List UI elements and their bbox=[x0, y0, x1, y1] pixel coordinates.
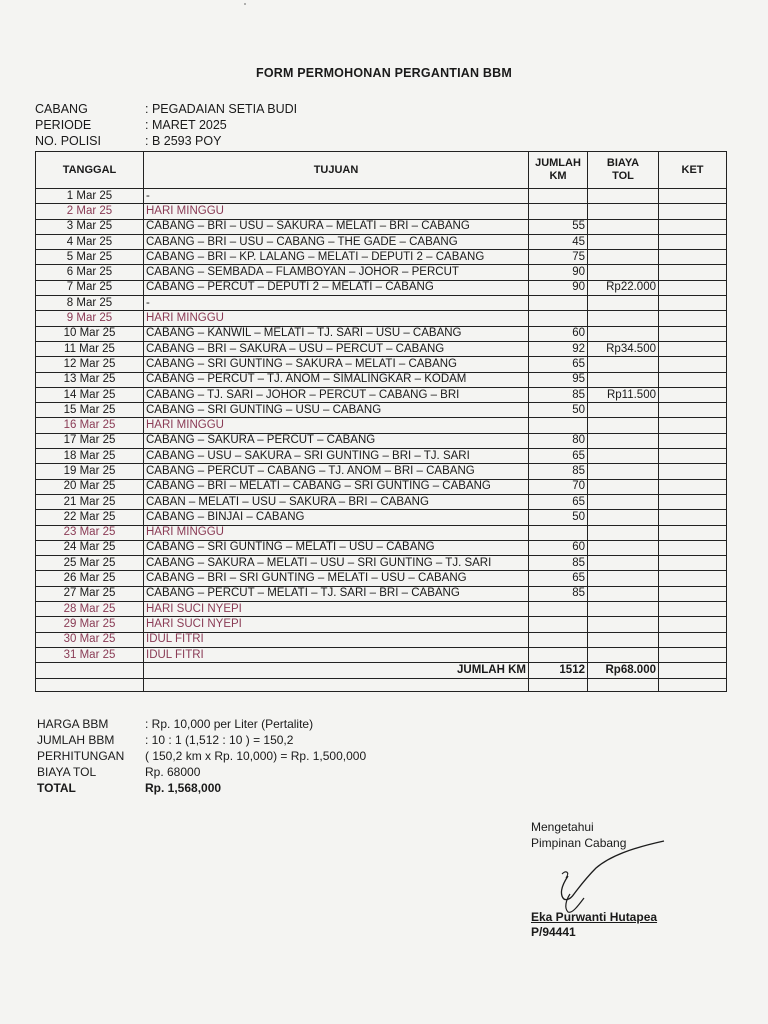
blank-row bbox=[36, 679, 727, 692]
row-tol bbox=[588, 510, 659, 525]
row-tol bbox=[588, 647, 659, 662]
signature-mark bbox=[540, 836, 670, 916]
row-tol bbox=[588, 586, 659, 601]
row-tol bbox=[588, 357, 659, 372]
row-date: 31 Mar 25 bbox=[36, 647, 144, 662]
row-destination: CABANG – SRI GUNTING – SAKURA – MELATI – CABANG bbox=[144, 357, 529, 372]
calc-value: : Rp. 10,000 per Liter (Pertalite) bbox=[145, 717, 314, 731]
calc-row bbox=[37, 764, 366, 780]
calc-row bbox=[37, 780, 366, 796]
row-tol bbox=[588, 617, 659, 632]
row-date: 2 Mar 25 bbox=[36, 204, 144, 219]
row-ket bbox=[659, 617, 727, 632]
row-ket bbox=[659, 479, 727, 494]
row-km: 95 bbox=[529, 372, 588, 387]
row-tol bbox=[588, 204, 659, 219]
row-destination: CABANG – TJ. SARI – JOHOR – PERCUT – CABANG – BRI bbox=[144, 387, 529, 402]
table-row bbox=[36, 403, 727, 418]
row-ket bbox=[659, 296, 727, 311]
table-row bbox=[36, 341, 727, 356]
row-ket bbox=[659, 449, 727, 464]
meta-label: CABANG bbox=[35, 102, 88, 116]
calc-value: Rp. 68000 bbox=[145, 765, 201, 779]
row-destination: HARI SUCI NYEPI bbox=[144, 617, 529, 632]
row-destination: CABANG – PERCUT – DEPUTI 2 – MELATI – CABANG bbox=[144, 280, 529, 295]
row-km: 65 bbox=[529, 571, 588, 586]
row-ket bbox=[659, 571, 727, 586]
row-date: 29 Mar 25 bbox=[36, 617, 144, 632]
row-date: 23 Mar 25 bbox=[36, 525, 144, 540]
row-tol bbox=[588, 265, 659, 280]
row-tol: Rp11.500 bbox=[588, 387, 659, 402]
row-destination: HARI MINGGU bbox=[144, 311, 529, 326]
row-tol bbox=[588, 311, 659, 326]
row-date: 8 Mar 25 bbox=[36, 296, 144, 311]
row-destination: CABANG – BRI – USU – SAKURA – MELATI – BRI – CABANG bbox=[144, 219, 529, 234]
row-date: 24 Mar 25 bbox=[36, 540, 144, 555]
row-destination: - bbox=[144, 189, 529, 204]
header-tujuan: TUJUAN bbox=[144, 152, 529, 189]
table-row bbox=[36, 418, 727, 433]
form-meta bbox=[35, 101, 297, 149]
row-date: 30 Mar 25 bbox=[36, 632, 144, 647]
row-tol: Rp22.000 bbox=[588, 280, 659, 295]
row-km: 50 bbox=[529, 403, 588, 418]
row-destination: CABAN – MELATI – USU – SAKURA – BRI – CABANG bbox=[144, 494, 529, 509]
row-km bbox=[529, 617, 588, 632]
row-ket bbox=[659, 357, 727, 372]
row-ket bbox=[659, 250, 727, 265]
table-row bbox=[36, 219, 727, 234]
meta-label: NO. POLISI bbox=[35, 134, 101, 148]
row-ket bbox=[659, 311, 727, 326]
row-km bbox=[529, 647, 588, 662]
row-ket bbox=[659, 387, 727, 402]
row-tol bbox=[588, 449, 659, 464]
row-tol bbox=[588, 234, 659, 249]
table-row bbox=[36, 234, 727, 249]
row-date: 26 Mar 25 bbox=[36, 571, 144, 586]
row-km: 45 bbox=[529, 234, 588, 249]
row-ket bbox=[659, 510, 727, 525]
table-row bbox=[36, 632, 727, 647]
row-tol bbox=[588, 479, 659, 494]
row-destination: HARI SUCI NYEPI bbox=[144, 602, 529, 617]
row-destination: CABANG – KANWIL – MELATI – TJ. SARI – USU – CABANG bbox=[144, 326, 529, 341]
row-km: 55 bbox=[529, 219, 588, 234]
form-title: FORM PERMOHONAN PERGANTIAN BBM bbox=[256, 66, 512, 80]
row-ket bbox=[659, 494, 727, 509]
row-tol bbox=[588, 403, 659, 418]
table-row bbox=[36, 189, 727, 204]
row-destination: HARI MINGGU bbox=[144, 418, 529, 433]
row-destination: HARI MINGGU bbox=[144, 204, 529, 219]
row-date: 5 Mar 25 bbox=[36, 250, 144, 265]
row-destination: CABANG – BRI – SAKURA – USU – PERCUT – CABANG bbox=[144, 341, 529, 356]
row-km: 65 bbox=[529, 449, 588, 464]
row-tol bbox=[588, 372, 659, 387]
table-row bbox=[36, 311, 727, 326]
row-tol bbox=[588, 219, 659, 234]
row-km bbox=[529, 602, 588, 617]
row-destination: IDUL FITRI bbox=[144, 647, 529, 662]
calculation-block bbox=[37, 716, 366, 796]
row-tol bbox=[588, 540, 659, 555]
row-tol bbox=[588, 464, 659, 479]
header-tol-line2: TOL bbox=[612, 170, 634, 182]
calc-row bbox=[37, 732, 366, 748]
table-row bbox=[36, 265, 727, 280]
table-row bbox=[36, 556, 727, 571]
row-ket bbox=[659, 556, 727, 571]
total-km: 1512 bbox=[529, 663, 588, 679]
row-date: 3 Mar 25 bbox=[36, 219, 144, 234]
row-ket bbox=[659, 280, 727, 295]
table-row bbox=[36, 433, 727, 448]
header-km-line2: KM bbox=[549, 170, 567, 182]
row-date: 17 Mar 25 bbox=[36, 433, 144, 448]
row-tol bbox=[588, 571, 659, 586]
row-tol bbox=[588, 418, 659, 433]
trip-rows bbox=[36, 189, 727, 663]
row-destination: CABANG – BRI – USU – CABANG – THE GADE – CABANG bbox=[144, 234, 529, 249]
speck-mark bbox=[244, 3, 246, 5]
row-date: 13 Mar 25 bbox=[36, 372, 144, 387]
row-ket bbox=[659, 586, 727, 601]
row-km: 92 bbox=[529, 341, 588, 356]
row-tol bbox=[588, 556, 659, 571]
row-ket bbox=[659, 403, 727, 418]
header-biaya-tol bbox=[588, 152, 659, 189]
row-date: 20 Mar 25 bbox=[36, 479, 144, 494]
row-date: 9 Mar 25 bbox=[36, 311, 144, 326]
row-date: 15 Mar 25 bbox=[36, 403, 144, 418]
row-date: 1 Mar 25 bbox=[36, 189, 144, 204]
row-km: 85 bbox=[529, 387, 588, 402]
row-tol bbox=[588, 602, 659, 617]
row-km: 90 bbox=[529, 265, 588, 280]
approval-line1: Mengetahui bbox=[531, 820, 594, 834]
row-date: 22 Mar 25 bbox=[36, 510, 144, 525]
row-date: 10 Mar 25 bbox=[36, 326, 144, 341]
trip-table bbox=[35, 151, 727, 692]
row-km bbox=[529, 311, 588, 326]
calc-value: Rp. 1,568,000 bbox=[145, 781, 222, 795]
row-km: 65 bbox=[529, 494, 588, 509]
table-row bbox=[36, 449, 727, 464]
table-row bbox=[36, 357, 727, 372]
meta-row bbox=[35, 101, 297, 117]
row-km bbox=[529, 189, 588, 204]
row-tol bbox=[588, 250, 659, 265]
row-ket bbox=[659, 464, 727, 479]
calc-row bbox=[37, 748, 366, 764]
meta-row bbox=[35, 133, 297, 149]
row-date: 19 Mar 25 bbox=[36, 464, 144, 479]
total-row bbox=[36, 663, 727, 679]
row-tol bbox=[588, 296, 659, 311]
row-km bbox=[529, 204, 588, 219]
table-row bbox=[36, 372, 727, 387]
table-row bbox=[36, 617, 727, 632]
row-date: 7 Mar 25 bbox=[36, 280, 144, 295]
table-row bbox=[36, 647, 727, 662]
row-ket bbox=[659, 265, 727, 280]
row-ket bbox=[659, 234, 727, 249]
row-destination: CABANG – USU – SAKURA – SRI GUNTING – BRI – TJ. SARI bbox=[144, 449, 529, 464]
row-tol bbox=[588, 433, 659, 448]
row-ket bbox=[659, 525, 727, 540]
row-destination: CABANG – SRI GUNTING – MELATI – USU – CABANG bbox=[144, 540, 529, 555]
row-date: 14 Mar 25 bbox=[36, 387, 144, 402]
row-km: 60 bbox=[529, 540, 588, 555]
table-row bbox=[36, 525, 727, 540]
row-km bbox=[529, 632, 588, 647]
total-ket bbox=[659, 663, 727, 679]
row-tol bbox=[588, 494, 659, 509]
table-row bbox=[36, 602, 727, 617]
row-ket bbox=[659, 433, 727, 448]
row-km: 75 bbox=[529, 250, 588, 265]
table-row bbox=[36, 280, 727, 295]
row-ket bbox=[659, 418, 727, 433]
row-date: 21 Mar 25 bbox=[36, 494, 144, 509]
row-km: 80 bbox=[529, 433, 588, 448]
row-km: 85 bbox=[529, 556, 588, 571]
signatory-nip: P/94441 bbox=[531, 925, 576, 939]
row-destination: IDUL FITRI bbox=[144, 632, 529, 647]
row-ket bbox=[659, 341, 727, 356]
row-ket bbox=[659, 647, 727, 662]
calc-row bbox=[37, 716, 366, 732]
row-destination: CABANG – PERCUT – CABANG – TJ. ANOM – BRI – CABANG bbox=[144, 464, 529, 479]
row-km: 90 bbox=[529, 280, 588, 295]
row-date: 4 Mar 25 bbox=[36, 234, 144, 249]
row-ket bbox=[659, 540, 727, 555]
row-ket bbox=[659, 326, 727, 341]
row-km: 85 bbox=[529, 586, 588, 601]
row-km bbox=[529, 525, 588, 540]
calc-value: : 10 : 1 (1,512 : 10 ) = 150,2 bbox=[145, 733, 294, 747]
calc-label: HARGA BBM bbox=[37, 717, 109, 731]
approval-line2: Pimpinan Cabang bbox=[531, 836, 627, 850]
row-tol: Rp34.500 bbox=[588, 341, 659, 356]
row-ket bbox=[659, 602, 727, 617]
calc-label: PERHITUNGAN bbox=[37, 749, 125, 763]
row-date: 28 Mar 25 bbox=[36, 602, 144, 617]
row-date: 18 Mar 25 bbox=[36, 449, 144, 464]
row-tol bbox=[588, 632, 659, 647]
row-ket bbox=[659, 204, 727, 219]
meta-row bbox=[35, 117, 297, 133]
calc-label: TOTAL bbox=[37, 781, 76, 795]
header-jumlah-km bbox=[529, 152, 588, 189]
row-date: 16 Mar 25 bbox=[36, 418, 144, 433]
row-km: 60 bbox=[529, 326, 588, 341]
row-destination: CABANG – SEMBADA – FLAMBOYAN – JOHOR – PERCUT bbox=[144, 265, 529, 280]
table-row bbox=[36, 586, 727, 601]
row-date: 27 Mar 25 bbox=[36, 586, 144, 601]
row-ket bbox=[659, 219, 727, 234]
table-row bbox=[36, 296, 727, 311]
row-destination: CABANG – BINJAI – CABANG bbox=[144, 510, 529, 525]
row-tol bbox=[588, 525, 659, 540]
row-date: 12 Mar 25 bbox=[36, 357, 144, 372]
table-row bbox=[36, 464, 727, 479]
meta-value: : PEGADAIAN SETIA BUDI bbox=[145, 102, 298, 116]
table-row bbox=[36, 387, 727, 402]
row-destination: HARI MINGGU bbox=[144, 525, 529, 540]
row-ket bbox=[659, 372, 727, 387]
calc-label: JUMLAH BBM bbox=[37, 733, 115, 747]
table-row bbox=[36, 204, 727, 219]
row-destination: CABANG – SAKURA – MELATI – USU – SRI GUNTING – TJ. SARI bbox=[144, 556, 529, 571]
row-tol bbox=[588, 326, 659, 341]
header-tol-line1: BIAYA bbox=[606, 157, 640, 169]
header-tanggal: TANGGAL bbox=[36, 152, 144, 189]
row-destination: CABANG – SRI GUNTING – USU – CABANG bbox=[144, 403, 529, 418]
row-destination: CABANG – BRI – SRI GUNTING – MELATI – USU – CABANG bbox=[144, 571, 529, 586]
total-tol: Rp68.000 bbox=[588, 663, 659, 679]
table-header-row bbox=[36, 152, 727, 189]
row-ket bbox=[659, 632, 727, 647]
table-row bbox=[36, 479, 727, 494]
row-date: 6 Mar 25 bbox=[36, 265, 144, 280]
meta-label: PERIODE bbox=[35, 118, 92, 132]
meta-value: : B 2593 POY bbox=[145, 134, 222, 148]
calc-value: ( 150,2 km x Rp. 10,000) = Rp. 1,500,000 bbox=[145, 749, 367, 763]
table-row bbox=[36, 540, 727, 555]
row-tol bbox=[588, 189, 659, 204]
row-date: 25 Mar 25 bbox=[36, 556, 144, 571]
header-ket: KET bbox=[659, 152, 727, 189]
total-label: JUMLAH KM bbox=[144, 663, 529, 679]
row-destination: - bbox=[144, 296, 529, 311]
table-row bbox=[36, 510, 727, 525]
row-ket bbox=[659, 189, 727, 204]
row-destination: CABANG – BRI – MELATI – CABANG – SRI GUNTING – CABANG bbox=[144, 479, 529, 494]
row-destination: CABANG – BRI – KP. LALANG – MELATI – DEPUTI 2 – CABANG bbox=[144, 250, 529, 265]
meta-value: : MARET 2025 bbox=[145, 118, 227, 132]
row-km bbox=[529, 296, 588, 311]
row-km: 70 bbox=[529, 479, 588, 494]
table-row bbox=[36, 326, 727, 341]
row-destination: CABANG – SAKURA – PERCUT – CABANG bbox=[144, 433, 529, 448]
row-km: 85 bbox=[529, 464, 588, 479]
table-row bbox=[36, 250, 727, 265]
row-destination: CABANG – PERCUT – TJ. ANOM – SIMALINGKAR – KODAM bbox=[144, 372, 529, 387]
total-empty-cell bbox=[36, 663, 144, 679]
row-km bbox=[529, 418, 588, 433]
table-row bbox=[36, 571, 727, 586]
row-destination: CABANG – PERCUT – MELATI – TJ. SARI – BRI – CABANG bbox=[144, 586, 529, 601]
calc-label: BIAYA TOL bbox=[37, 765, 97, 779]
header-km-line1: JUMLAH bbox=[535, 157, 581, 169]
table-row bbox=[36, 494, 727, 509]
row-date: 11 Mar 25 bbox=[36, 341, 144, 356]
row-km: 65 bbox=[529, 357, 588, 372]
row-km: 50 bbox=[529, 510, 588, 525]
signatory-name: Eka Purwanti Hutapea bbox=[531, 910, 658, 924]
